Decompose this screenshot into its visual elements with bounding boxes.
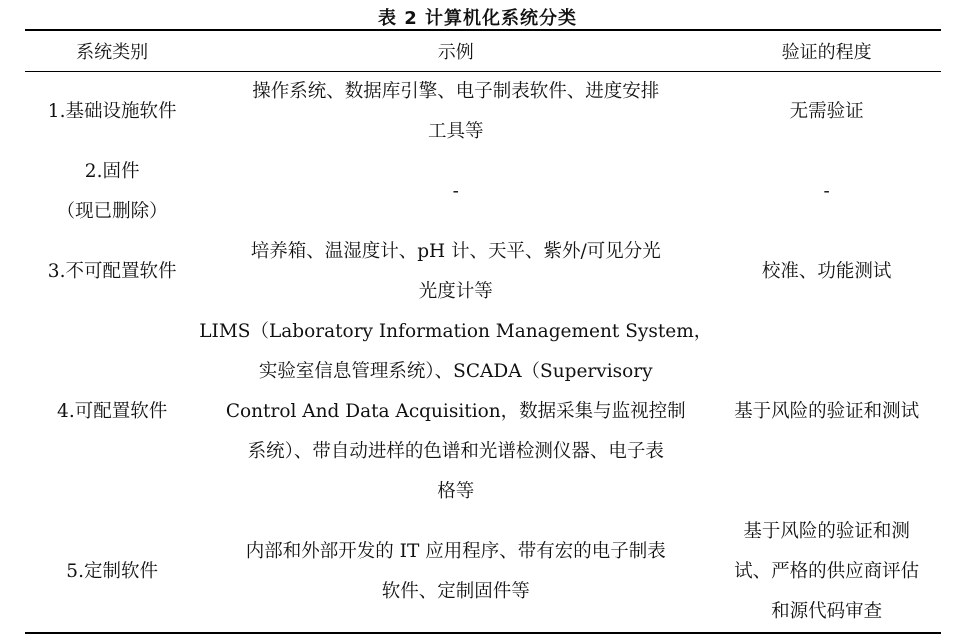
cell-text-line: 校准、功能测试 [761, 261, 892, 282]
table-row [25, 232, 941, 312]
cell-text-line: 基于风险的验证和测 [743, 521, 910, 542]
examples-cell [199, 512, 712, 633]
table-row [25, 152, 941, 232]
category-cell [25, 512, 199, 633]
cell-text-line: 基于风险的验证和测试 [734, 401, 920, 422]
cell-text-line: 操作系统、数据库引擎、电子制表软件、进度安排 [252, 81, 660, 102]
cell-text-line: 实验室信息管理系统）、SCADA（Supervisory [258, 361, 653, 382]
cell-text-line: 工具等 [428, 121, 484, 142]
cell-text-line: 系统）、带自动进样的色谱和光谱检测仪器、电子表 [247, 441, 664, 462]
cell-text-line: 5.定制软件 [66, 561, 158, 582]
cell-text-line: 培养箱、温湿度计、pH 计、天平、紫外/可见分光 [250, 241, 661, 262]
cell-text-line: 3.不可配置软件 [47, 261, 177, 282]
cell-text-line: 格等 [437, 481, 475, 502]
table-header-row [25, 30, 941, 72]
table-row [25, 72, 941, 153]
cell-text-line: - [823, 181, 830, 202]
category-cell [25, 72, 199, 153]
cell-text-line: 4.可配置软件 [57, 401, 168, 422]
validation-cell [712, 312, 941, 512]
table-row [25, 512, 941, 633]
validation-cell [712, 72, 941, 153]
examples-cell [199, 72, 712, 153]
cell-text-line: 无需验证 [789, 101, 864, 122]
cell-text-line: 软件、定制固件等 [381, 581, 530, 602]
category-cell [25, 232, 199, 312]
cell-text-line: 1.基础设施软件 [47, 101, 177, 122]
examples-cell [199, 312, 712, 512]
header-examples: 示例 [437, 42, 474, 63]
table-row [25, 312, 941, 512]
table-caption: 表 2 计算机化系统分类 [377, 8, 578, 29]
computerized-system-classification-table [25, 29, 941, 634]
cell-text-line: 和源代码审查 [771, 601, 883, 622]
header-system-category: 系统类别 [76, 42, 149, 63]
examples-cell [199, 232, 712, 312]
validation-cell [712, 512, 941, 633]
cell-text-line: LIMS（Laboratory Information Management System， [199, 321, 713, 342]
cell-text-line: Control And Data Acquisition，数据采集与监视控制 [225, 401, 686, 422]
header-validation-level: 验证的程度 [781, 42, 872, 63]
category-cell [25, 312, 199, 512]
validation-cell [712, 152, 941, 232]
cell-text-line: 2.固件 [84, 161, 140, 182]
cell-text-line: （现已删除） [56, 201, 168, 222]
cell-text-line: 试、严格的供应商评估 [734, 561, 920, 582]
cell-text-line: - [452, 181, 459, 202]
category-cell [25, 152, 199, 232]
cell-text-line: 光度计等 [418, 281, 493, 302]
examples-cell [199, 152, 712, 232]
cell-text-line: 内部和外部开发的 IT 应用程序、带有宏的电子制表 [245, 541, 666, 562]
validation-cell [712, 232, 941, 312]
